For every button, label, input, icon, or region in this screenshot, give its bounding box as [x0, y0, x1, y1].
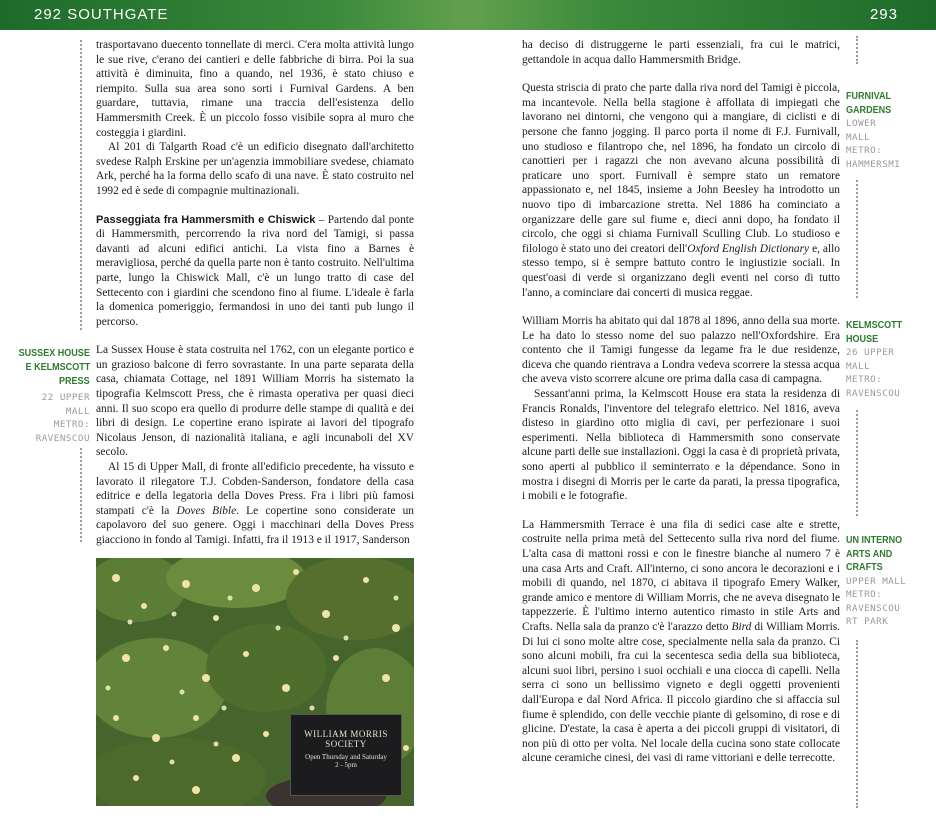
- sign-line: SOCIETY: [325, 739, 367, 749]
- walk-text: – Partendo dal ponte di Hammersmith, percorrendo la riva nord del Tamigi, si passa davanti ad alcuni edifici antichi. La vista fino a Barnes è meravigliosa, perché da quella parte non è tanto costruito. Nell'ultima parte, lungo la Chiswick Mall, c'è un lungo tratto di case del Settecento con i giardini che scendono fino al fiume. L'ideale è farla la domenica pomeriggio, fermandosi in uno dei tanti pub lungo il percorso.: [96, 213, 414, 328]
- artwork-title-bird: Bird: [731, 620, 752, 633]
- paragraph-walk: [96, 213, 414, 330]
- right-margin-rule-3: [856, 410, 858, 516]
- sidebar-title-line: E KELMSCOTT: [25, 361, 90, 373]
- sidebar-furnival-gardens: [846, 90, 936, 171]
- sidebar-metro-station: RAVENSCOU: [846, 387, 901, 399]
- walk-heading: Passeggiata fra Hammersmith e Chiswick: [96, 213, 316, 226]
- photo-william-morris-society-sign: [96, 558, 414, 806]
- sign-line: WILLIAM MORRIS: [304, 729, 388, 739]
- sidebar-title-line: ARTS AND: [846, 547, 893, 560]
- paragraph-doves-press: Al 15 di Upper Mall, di fronte all'edificio precedente, ha vissuto e lavorato il rilegatore T.J. Cobden-Sanderson, fondatore della casa editrice e della legatoria della Doves Press. Fra i libri più famosi stampati c'è la Doves Bible. Le copertine sono considerate un capolavoro del suo genere. Oggi i macchinari della Doves Press giacciono in fondo al Tamigi. Infatti, fra il 1913 e il 1917, Sanderson: [96, 461, 414, 546]
- sidebar-metro-label: METRO:: [846, 589, 883, 601]
- sidebar-title-line: UN INTERNO: [846, 534, 903, 546]
- left-column-text: [96, 38, 414, 548]
- book-title-doves-bible: Doves Bible: [176, 504, 237, 517]
- left-margin-rule-bottom: [80, 448, 82, 542]
- sidebar-title-line: GARDENS: [846, 103, 892, 116]
- right-page-folio: 293: [869, 6, 898, 23]
- sidebar-metro-label: METRO:: [846, 374, 883, 386]
- right-margin-rule-1: [856, 36, 858, 64]
- paragraph-hammersmith-terrace: La Hammersmith Terrace è una fila di sedici case alte e strette, costruite nella prima metà del Settecento sulla riva nord del fiume. L'alta casa di mattoni rossi e con le finestre bianche al numero 7 è una casa Arts and Craft. All'interno, ci sono ancora le decorazioni e i mobili di quando, nel 1870, ci abitava il tipografo Emery Walker, grande amico e mentore di William Morris, che ne aveva disegnato le tappezzerie. È l'ultimo interno autentico rimasto in stile Arts and Crafts. Nella sala da pranzo c'è l'arazzo detto Bird di William Morris. Di lui ci sono molte altre cose, specialmente nella sala da pranzo. Ci sono alcuni mobili, fra cui la secentesca sedia della sua biblioteca, alcuni suoi libri, persino i suoi occhiali e una ciocca di capelli. Nella serra ci sono un bellissimo vigneto e degli oggetti provenienti dall'Europa e dal Nord Africa. Il piccolo giardino che si affaccia sul fiume è splendido, con delle vecchie piante di gelsomino, di rose e di glicine. D'estate, la casa è aperta a dei piccoli gruppi di visitatori, di non più di otto per volta. Nel locale della cucina sono state collocate alcune ceramiche cinesi, dei vasi di rame vittoriani e delle terrecotte.: [522, 518, 841, 765]
- paragraph-sussex-house: La Sussex House è stata costruita nel 1762, con un elegante portico e un grazioso balcone di ferro sovrastante. In una parte separata della casa, chiamata Cottage, nel 1891 William Morris ha sistemato la tipografia Kelmscott Press, che è rimasta operativa per quasi dieci anni. Il suo scopo era quello di produrre delle stampe di qualità e dei libri di design. Le copertine erano ispirate ai lavori del tipografo Nicolaus Jenson, di nazionalità italiana, e agli incunaboli del XV secolo.: [96, 344, 414, 459]
- paragraph-furnival-gardens: Questa striscia di prato che parte dalla riva nord del Tamigi è piccola, ma incantevole. Nella bella stagione è affollata di impiegati che lavorano nei dintorni, che vengono qui a mangiare, di ciclisti e di persone che fanno jogging. Il parco porta il nome di F.J. Furnivall, uno studioso e filantropo che, nel 1896, ha fondato un circolo di canottieri per i ragazzi che non avevano alcuna possibilità di praticare uno sport. Furnivall è sempre stato un rematore appassionato e, nel 1845, insieme a John Beesley ha introdotto un nuovo tipo di imbarcazione stretta. Nel 1886 ha cominciato a organizzare delle gare sul fiume e, dieci anni dopo, ha fondato il circolo, che oggi si chiama Furnivall Sculling Club. Lo studioso e filologo è stato uno dei creatori dell'Oxford English Dictionary e, allo stesso tempo, si è sempre battuto contro le ingiustizie sociali. In quest'oasi di verde si organizzano degli eventi nel corso di tutto l'anno, a cominciare dai concerti di musica reggae.: [522, 82, 840, 299]
- paragraph-hammersmith-creek: trasportavano duecento tonnellate di merci. C'era molta attività lungo le sue rive, c'erano dei cantieri e delle fabbriche di birra. Poi la sua attività è diminuita, fino a quando, nel 1936, è stato chiuso e riempito. Sulla sua area sono sorti i Furnival Gardens. A ben guardare, tuttavia, rimane una traccia dell'esistenza dello Hammersmith Creek. È un piccolo fosso visibile sopra al muro che costeggia i giardini.: [96, 39, 414, 139]
- sidebar-title-line: HOUSE: [846, 332, 879, 345]
- sidebar-address: UPPER MALL: [846, 575, 907, 587]
- left-margin-rule-top: [80, 40, 82, 330]
- right-column-text: [522, 38, 840, 766]
- sidebar-title-line: CRAFTS: [846, 561, 883, 573]
- sidebar-title-line: PRESS: [59, 375, 90, 387]
- paragraph-ark-building: Al 201 di Talgarth Road c'è un edificio disegnato dall'architetto svedese Ralph Erskine per un'agenzia immobiliare svedese, chiamato Ark, perché ha la forma dello scafo di una nave. È stato costruito nel 1992 ed è sede di compagnie multinazionali.: [96, 141, 414, 197]
- sidebar-title-line: KELMSCOTT: [846, 319, 903, 331]
- page-header-bar: [0, 0, 936, 30]
- sign-line: 2 - 5pm: [335, 761, 357, 769]
- sidebar-address: MALL: [846, 360, 871, 372]
- sidebar-metro-station: RAVENSCOU: [35, 432, 90, 444]
- sidebar-title-line: SUSSEX HOUSE: [18, 347, 90, 359]
- sidebar-address: LOWER: [846, 118, 877, 129]
- left-page-folio: 292 SOUTHGATE: [34, 6, 169, 23]
- sidebar-metro-label: METRO:: [53, 419, 90, 431]
- sidebar-title-line: FURNIVAL: [846, 90, 891, 102]
- sidebar-address: MALL: [846, 131, 871, 143]
- paragraph-intro: ha deciso di distruggerne le parti essenziali, fra cui le matrici, gettandole in acqua dallo Hammersmith Bridge.: [522, 39, 840, 66]
- sidebar-arts-and-crafts: [846, 534, 936, 629]
- sidebar-metro-label: METRO:: [846, 145, 883, 157]
- sidebar-metro-station: RAVENSCOU: [846, 602, 901, 614]
- society-sign-plaque: [290, 714, 402, 796]
- sign-line: Open Thursday and Saturday: [305, 753, 387, 761]
- sidebar-address: MALL: [65, 405, 90, 417]
- sidebar-kelmscott-house: [846, 319, 936, 400]
- sidebar-metro-station: HAMMERSMI: [846, 158, 901, 170]
- sidebar-address: 22 UPPER: [41, 392, 90, 403]
- sidebar-metro-station: RT PARK: [846, 616, 889, 628]
- sidebar-sussex-house: [0, 347, 90, 445]
- right-margin-rule-4: [856, 640, 858, 808]
- sidebar-address: 26 UPPER: [846, 347, 895, 358]
- paragraph-kelmscott-2: Sessant'anni prima, la Kelmscott House era stata la residenza di Francis Ronalds, l'inventore del telegrafo elettrico. Nel 1816, aveva disteso in giardino otto miglia di cavi, per perfezionare i suoi esperimenti. Nella biblioteca di Hammersmith sono conservate alcune parti delle sue installazioni. Oggi la casa è di proprietà privata, sono aperti al pubblico il seminterrato e la dépendance. Sono in mostra i disegni di Morris per le carte da parati, la pressa tipografica, i mobili e le fotografie.: [522, 388, 840, 503]
- right-margin-rule-2: [856, 180, 858, 298]
- book-title-oed: Oxford English Dictionary: [687, 242, 810, 255]
- paragraph-kelmscott-1: William Morris ha abitato qui dal 1878 al 1896, anno della sua morte. Le ha dato lo stesso nome del suo palazzo nell'Oxfordshire. Era contento che il Tamigi fungesse da legame fra le due residenze, diceva che quando rientrava a Londra vedeva scorrere la stessa acqua che aveva visto scorrere alcune ore prima dalla casa di campagna.: [522, 315, 840, 386]
